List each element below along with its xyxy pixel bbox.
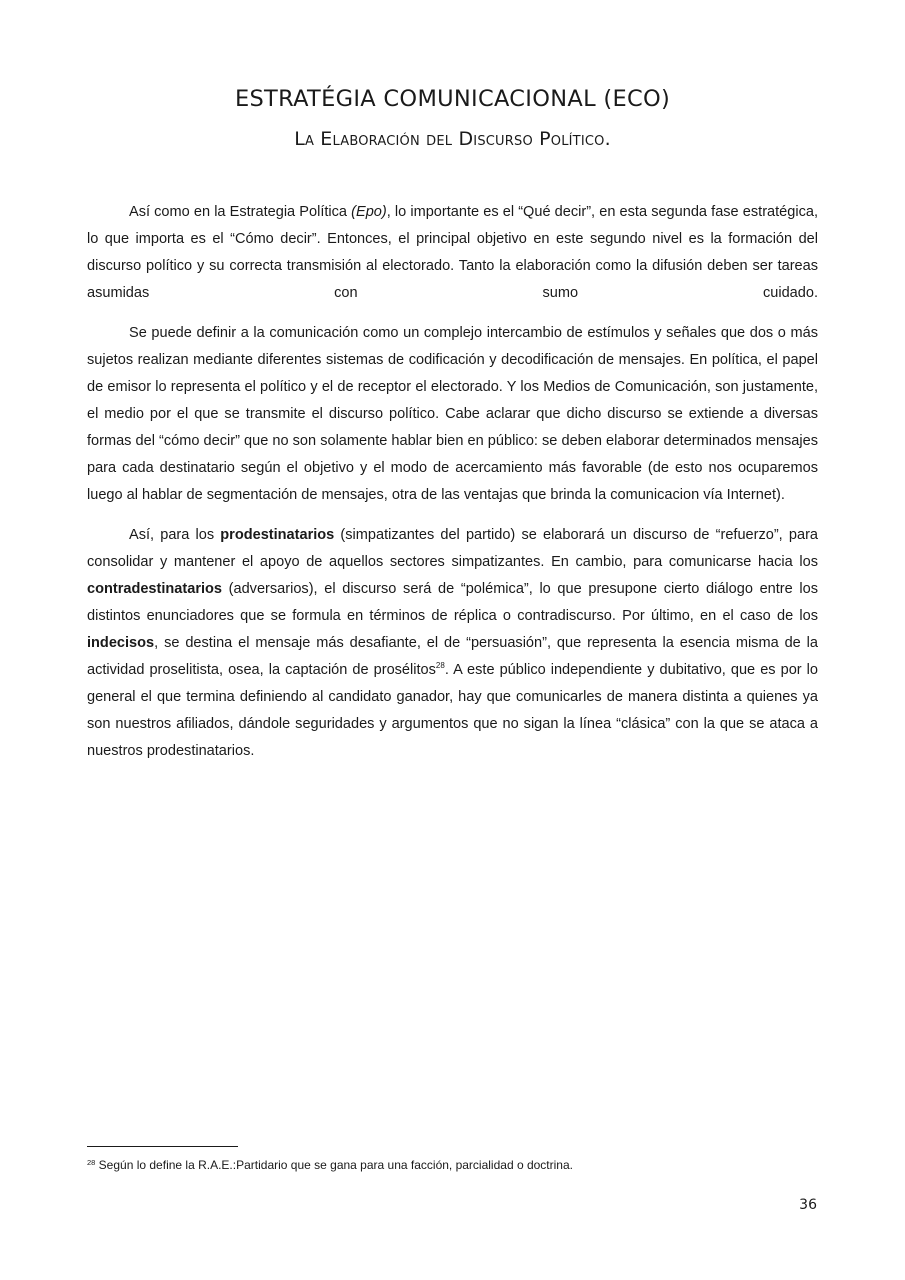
paragraph-3-text-cont-3: , se destina el mensaje más desafiante, el de “persuasión”, que representa la esencia misma de la actividad proselitista, osea, la captación de prosélitos [87,635,818,678]
paragraph-3-text-cont-2: (adversarios), el discurso será de “polémica”, lo que presupone cierto diálogo entre los distintos enunciadores que se formula en términos de réplica o contradiscurso. Por último, en el caso de los [87,581,818,624]
page-title: ESTRATÉGIA COMUNICACIONAL (ECO) [234,86,671,112]
body-text [87,199,818,778]
term-prodestinatarios: prodestinatarios [220,527,335,543]
footnote-reference[interactable]: 28 [435,661,445,670]
page-subtitle: La Elaboración del Discurso Político. [294,128,611,150]
footnote-text: Según lo define la R.A.E.:Partidario que se gana para una facción, parcialidad o doctrina. [95,1158,573,1172]
term-contradestinatarios: contradestinatarios [87,581,222,597]
footnote [87,1158,818,1172]
paragraph-3-text: Así, para los [129,527,221,543]
page-number: 36 [799,1197,817,1213]
paragraph-2: Se puede definir a la comunicación como un complejo intercambio de estímulos y señales que dos o más sujetos realizan mediante diferentes sistemas de codificación y decodificación de mensajes. En política, el papel de emisor lo representa el político y el de receptor el electorado. Y los Medios de Comunicación, son justamente, el medio por el que se transmite el discurso político. Cabe aclarar que dicho discurso se extiende a diversas formas del “cómo decir” que no son solamente hablar bien en público: se deben elaborar determinados mensajes para cada destinatario según el objetivo y el modo de acercamiento más favorable (de esto nos ocuparemos luego al hablar de segmentación de mensajes, otra de las ventajas que brinda la comunicacion vía Internet). [87,325,818,503]
paragraph-1-text-cont: , lo importante es el “Qué decir”, en esta segunda fase estratégica, lo que importa es el “Cómo decir”. Entonces, el principal objetivo en este segundo nivel es la formación del discurso político y su correcta transmisión al electorado. Tanto la elaboración como la difusión deben ser tareas asumidas con sumo cuidado. [87,204,818,301]
epo-italic: (Epo) [351,204,387,220]
paragraph-3-text-cont-4: . A este público independiente y dubitativo, que es por lo general el que termina definiendo al candidato ganador, hay que comunicarles de manera distinta a quienes ya son nuestros afiliados, dándole seguridades y argumentos que no sigan la línea “clásica” con la que se ataca a nuestros prodestinatarios. [87,662,819,759]
paragraph-3-text-cont: (simpatizantes del partido) se elaborará un discurso de “refuerzo”, para consolidar y mantener el apoyo de aquellos sectores simpatizantes. En cambio, para comunicarse hacia los [87,527,818,570]
footnote-number: 28 [87,1158,96,1167]
paragraph-1 [87,199,818,307]
paragraph-3 [87,522,818,765]
footnote-divider [87,1146,238,1147]
term-indecisos: indecisos [87,635,155,651]
paragraph-1-text: Así como en la Estrategia Política [129,204,352,220]
